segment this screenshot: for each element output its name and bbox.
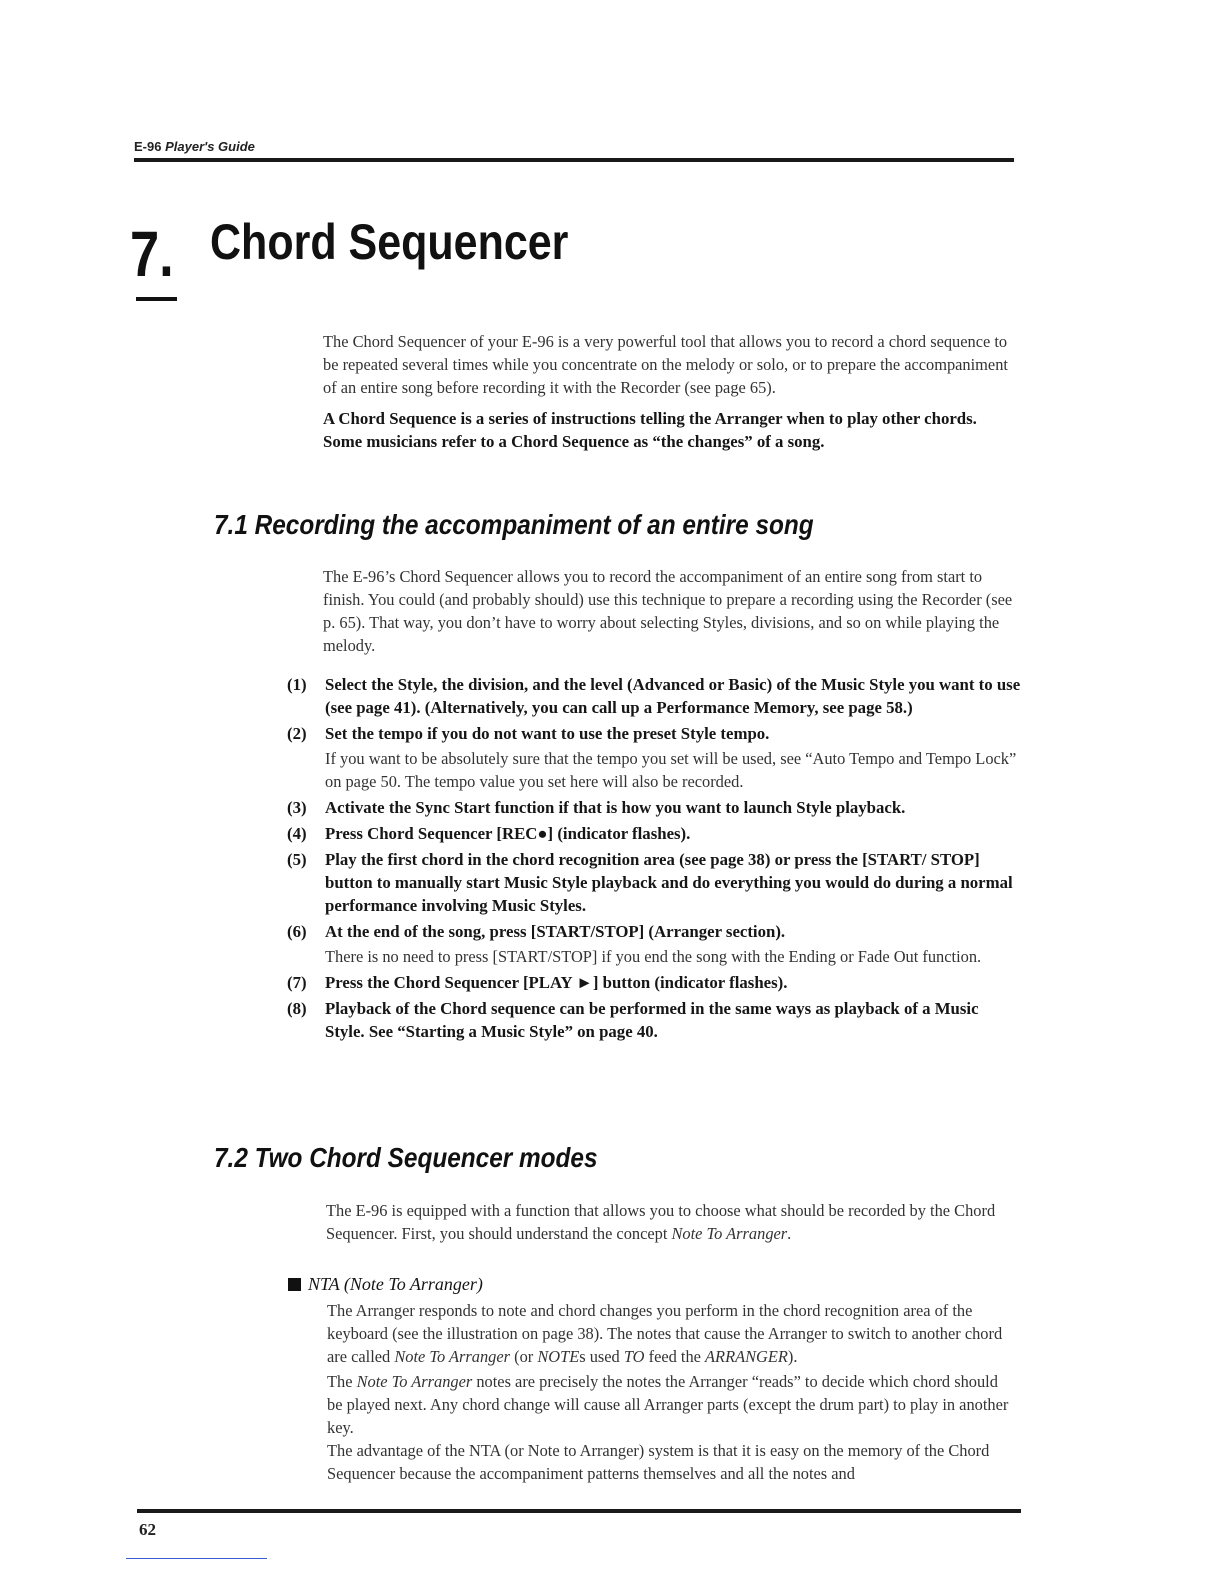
step-number: (4) (287, 824, 307, 843)
square-bullet-icon (288, 1278, 301, 1291)
nta-text: ). (787, 1347, 798, 1366)
nta-term: Note To Arranger (356, 1372, 473, 1391)
section-7-2-intro (326, 1199, 1018, 1245)
step-instruction: Set the tempo if you do not want to use the preset Style tempo. (325, 724, 770, 743)
step-number: (5) (287, 850, 307, 869)
chapter-number-underline (136, 297, 177, 301)
step-number: (8) (287, 999, 307, 1018)
nta-text: feed the (644, 1347, 706, 1366)
section-7-1-intro: The E-96’s Chord Sequencer allows you to record the accompaniment of an entire song from start to finish. You could (and probably should) use this technique to prepare a recording using the Recorder (see p. 65). That way, you don’t have to worry about selecting Styles, divisions, and so on while playing the melody. (323, 567, 1013, 655)
step-note: If you want to be absolutely sure that the tempo you set will be used, see “Auto Tempo and Tempo Lock” on page 50. The tempo value you set here will also be recorded. (325, 749, 1017, 791)
step-list (287, 673, 1022, 1043)
intro-paragraph: The Chord Sequencer of your E-96 is a very powerful tool that allows you to record a chord sequence to be repeated several times while you concentrate on the melody or solo, or to prepare the accompaniment of an entire song before recording it with the Recorder (see page 65). (323, 332, 1008, 397)
header-guide-title: Player's Guide (165, 139, 255, 154)
step-instruction: Select the Style, the division, and the level (Advanced or Basic) of the Music Style you want to use (see page 41). (Alternatively, you can call up a Performance Memory, see page 58.) (325, 675, 1021, 717)
step-item (287, 722, 1022, 793)
nta-subheading (288, 1273, 483, 1296)
step-item (287, 997, 1022, 1043)
step-number: (2) (287, 724, 307, 743)
step-note: There is no need to press [START/STOP] if you end the song with the Ending or Fade Out function. (325, 947, 982, 966)
step-item (287, 822, 1022, 845)
nta-term: NOTE (537, 1347, 580, 1366)
nta-text: The (327, 1372, 357, 1391)
step-number: (3) (287, 798, 307, 817)
page-number: 62 (139, 1520, 156, 1539)
step-number: (7) (287, 973, 307, 992)
step-number: (6) (287, 922, 307, 941)
step-item (287, 971, 1022, 994)
step-instruction: Play the first chord in the chord recognition area (see page 38) or press the [START/ STOP] button to manually start Music Style playback and do everything you would do during a normal performance involving Music Styles. (325, 850, 1013, 915)
chapter-title: Chord Sequencer (210, 214, 569, 270)
section-7-2-heading: 7.2 Two Chord Sequencer modes (214, 1142, 598, 1173)
step-instruction: Press the Chord Sequencer [PLAY ►] button (indicator flashes). (325, 973, 788, 992)
nta-text: (or (510, 1347, 538, 1366)
step-item (287, 848, 1022, 917)
step-item (287, 673, 1022, 719)
nta-term: Note To Arranger (394, 1347, 511, 1366)
step-instruction: Press Chord Sequencer [REC●] (indicator flashes). (325, 824, 691, 843)
nta-term: ARRANGER (705, 1347, 788, 1366)
running-header (134, 139, 255, 154)
nta-term: TO (623, 1347, 645, 1366)
nta-text: The Arranger responds to note and chord changes you perform in the chord recognition area of the keyboard (see the illustration on page 38). The notes that cause the Arranger to switch to another chord are called (327, 1301, 1003, 1366)
step-instruction: Activate the Sync Start function if that is how you want to launch Style playback. (325, 798, 906, 817)
nta-subheading-label: NTA (Note To Arranger) (308, 1274, 483, 1294)
nta-paragraph-1 (327, 1299, 1017, 1368)
nta-paragraph-3: The advantage of the NTA (or Note to Arranger) system is that it is easy on the memory of the Chord Sequencer because the accompaniment patterns themselves and all the notes and (327, 1441, 990, 1483)
nta-paragraph-2 (327, 1370, 1017, 1439)
section-7-1-heading: 7.1 Recording the accompaniment of an entire song (214, 509, 814, 540)
step-number: (1) (287, 675, 307, 694)
chapter-number: 7. (130, 218, 174, 290)
nta-text: notes are precisely the notes the Arranger “reads” to decide which chord should be played next. Any chord change will cause all Arranger parts (except the drum part) to play in another key. (327, 1372, 1009, 1437)
intro-definition: A Chord Sequence is a series of instructions telling the Arranger when to play other chords. Some musicians refer to a Chord Sequence as “the changes” of a song. (323, 409, 977, 451)
nta-text: s used (579, 1347, 624, 1366)
footer-divider (137, 1509, 1021, 1513)
header-product: E-96 (134, 139, 162, 154)
intro-text-end: . (787, 1224, 792, 1243)
step-instruction: Playback of the Chord sequence can be performed in the same ways as playback of a Music Style. See “Starting a Music Style” on page 40. (325, 999, 979, 1041)
step-item (287, 920, 1022, 968)
step-item (287, 796, 1022, 819)
header-divider (134, 158, 1014, 162)
footer-link-underline (126, 1558, 267, 1559)
intro-term: Note To Arranger (671, 1224, 788, 1243)
step-instruction: At the end of the song, press [START/STOP] (Arranger section). (325, 922, 786, 941)
intro-text: The E-96 is equipped with a function that allows you to choose what should be recorded by the Chord Sequencer. First, you should understand the concept (326, 1201, 996, 1243)
